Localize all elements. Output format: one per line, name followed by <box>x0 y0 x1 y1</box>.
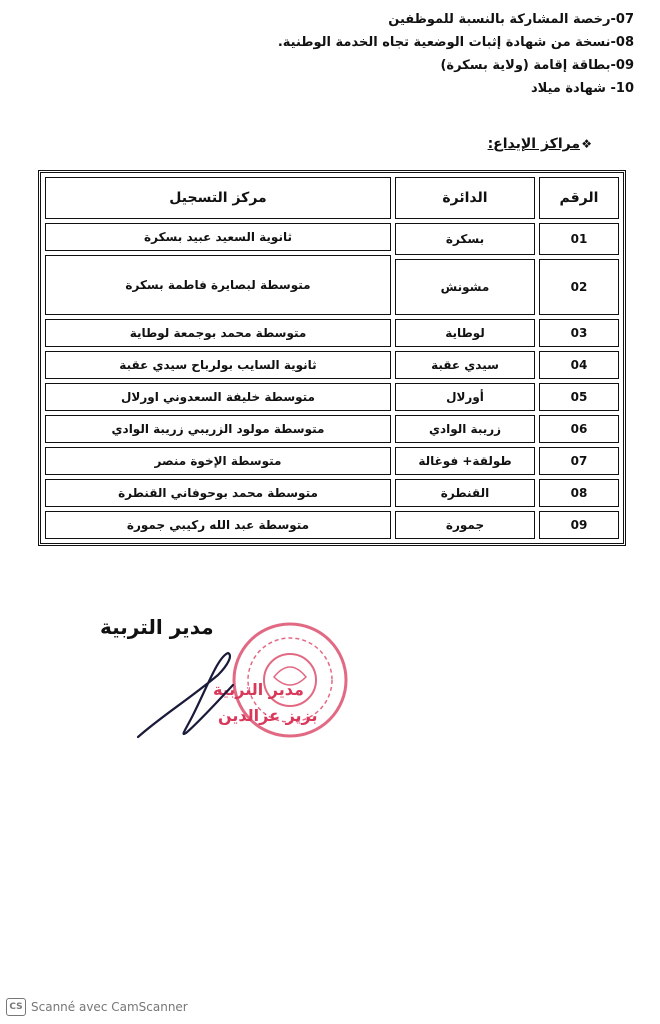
header-district: الدائرة <box>395 177 535 219</box>
requirement-item: 08-نسخة من شهادة إثبات الوضعية تجاه الخدمة الوطنية. <box>277 35 634 50</box>
cell-number: 09 <box>539 511 619 539</box>
cell-center: متوسطة محمد بوجمعة لوطاية <box>45 319 391 347</box>
cell-center: متوسطة لبصايرة فاطمة بسكرة <box>45 255 391 315</box>
table-row <box>45 223 619 251</box>
cell-district: جمورة <box>395 511 535 539</box>
table-row <box>45 415 619 443</box>
stamp-line-2: بزيز عزالدين <box>218 706 318 725</box>
header-center: مركز التسجيل <box>45 177 391 219</box>
camscanner-footer <box>6 998 188 1016</box>
cell-number: 01 <box>539 223 619 255</box>
cell-district: زريبة الوادي <box>395 415 535 443</box>
cell-number: 08 <box>539 479 619 507</box>
signature-stamp <box>68 605 358 755</box>
signature-title: مدير التربية <box>100 615 214 639</box>
requirement-item: 10- شهادة ميلاد <box>530 81 634 96</box>
cell-district: طولقة+ فوغالة <box>395 447 535 475</box>
cell-district: بسكرة <box>395 223 535 255</box>
section-title: مراكز الإيداع: <box>487 136 580 152</box>
camscanner-logo-icon: CS <box>6 998 26 1016</box>
table-row <box>45 479 619 507</box>
cell-center: متوسطة خليفة السعدوني اورلال <box>45 383 391 411</box>
cell-center: متوسطة الإخوة منصر <box>45 447 391 475</box>
cell-district: سيدي عقبة <box>395 351 535 379</box>
footer-text: Scanné avec CamScanner <box>31 1000 188 1014</box>
diamond-bullet-icon: ❖ <box>581 137 592 151</box>
cell-number: 02 <box>539 259 619 315</box>
requirement-item: 07-رخصة المشاركة بالنسبة للموظفين <box>388 12 634 27</box>
table-row <box>45 319 619 347</box>
requirements-list <box>278 8 634 100</box>
stamp-line-1: مدير التربية <box>213 680 304 699</box>
cell-district: مشونش <box>395 259 535 315</box>
cell-district: القنطرة <box>395 479 535 507</box>
table-row <box>45 447 619 475</box>
cell-number: 06 <box>539 415 619 443</box>
cell-number: 07 <box>539 447 619 475</box>
table-row <box>45 511 619 539</box>
cell-district: لوطاية <box>395 319 535 347</box>
table-row <box>45 351 619 379</box>
table-header-row <box>45 177 619 219</box>
cell-center: متوسطة محمد بوحوفاني القنطرة <box>45 479 391 507</box>
deposit-centers-table <box>38 170 626 546</box>
cell-center: متوسطة عبد الله ركيبي جمورة <box>45 511 391 539</box>
table-row <box>45 383 619 411</box>
cell-number: 05 <box>539 383 619 411</box>
header-number: الرقم <box>539 177 619 219</box>
cell-center: ثانوية السعيد عبيد بسكرة <box>45 223 391 251</box>
requirement-item: 09-بطاقة إقامة (ولاية بسكرة) <box>440 58 634 73</box>
cell-center: متوسطة مولود الزريبي زريبة الوادي <box>45 415 391 443</box>
cell-district: أورلال <box>395 383 535 411</box>
cell-number: 03 <box>539 319 619 347</box>
cell-center: ثانوية السايب بولرباح سيدي عقبة <box>45 351 391 379</box>
cell-number: 04 <box>539 351 619 379</box>
